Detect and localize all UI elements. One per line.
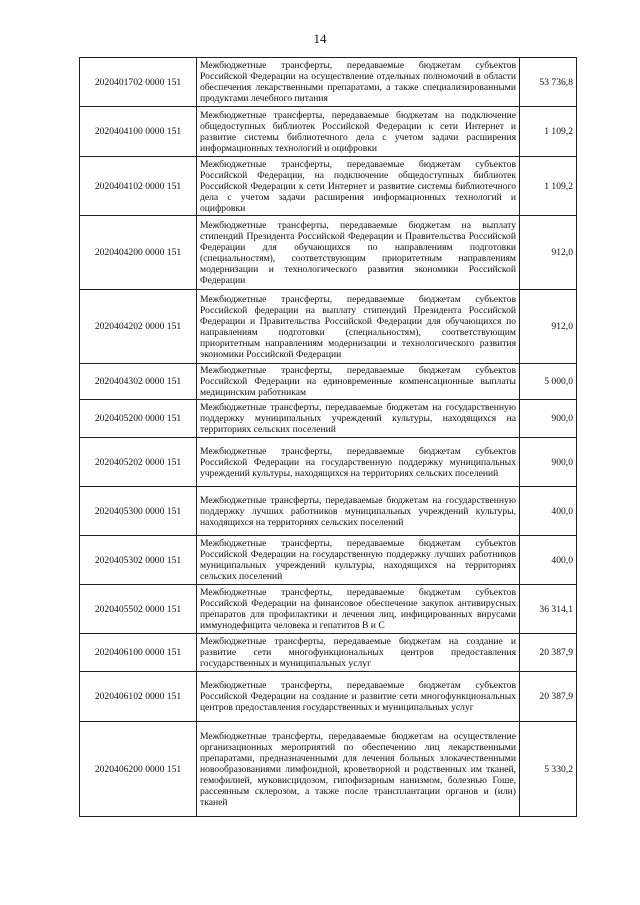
description-cell: Межбюджетные трансферты, передаваемые бюджетам субъектов Российской Федерации на государственную поддержку муниципальных учреждений культуры, находящихся на территориях сельских поселений [197, 438, 520, 487]
budget-code-cell: 2020404100 0000 151 [80, 107, 197, 157]
amount-cell: 400,0 [520, 487, 577, 536]
description-cell: Межбюджетные трансферты, передаваемые бюджетам на государственную поддержку муниципальных учреждений культуры, находящихся на территориях сельских поселений [197, 400, 520, 438]
amount-cell: 900,0 [520, 438, 577, 487]
description-cell: Межбюджетные трансферты, передаваемые бюджетам субъектов Российской Федерации на финансовое обеспечение закупок антивирусных препаратов для профилактики и лечения лиц, инфицированных вирусами иммунодефицита человека и гепатитов В и С [197, 585, 520, 634]
budget-table [79, 57, 577, 817]
amount-cell: 912,0 [520, 216, 577, 290]
budget-code-cell: 2020406102 0000 151 [80, 672, 197, 722]
page-number: 14 [313, 31, 327, 46]
budget-code-cell: 2020406200 0000 151 [80, 722, 197, 817]
table-row [80, 107, 577, 157]
description-cell: Межбюджетные трансферты, передаваемые бюджетам субъектов Российской федерации на выплату стипендий Президента Российской Федерации и Правительства Российской Федерации для обучающихся по направлениям подготовки (специальностям), соответствующим приоритетным направлениям модернизации и технологического развития экономики Российской Федерации [197, 290, 520, 364]
budget-code-cell: 2020404200 0000 151 [80, 216, 197, 290]
amount-cell: 5 330,2 [520, 722, 577, 817]
budget-code-cell: 2020406100 0000 151 [80, 634, 197, 672]
description-cell: Межбюджетные трансферты, передаваемые бюджетам на создание и развитие сети многофункциональных центров предоставления государственных и муниципальных услуг [197, 634, 520, 672]
table-row [80, 585, 577, 634]
table-row [80, 58, 577, 107]
description-cell: Межбюджетные трансферты, передаваемые бюджетам на осуществление организационных мероприятий по обеспечению лиц лекарственными препаратами, предназначенными для лечения больных злокачественными новообразованиями лимфоидной, кроветворной и родственных им тканей, гемофилией, муковисцидозом, гипофизарным нанизмом, болезнью Гоше, рассеянным склерозом, а также после трансплантации органов и (или) тканей [197, 722, 520, 817]
description-cell: Межбюджетные трансферты, передаваемые бюджетам субъектов Российской Федерации на единовременные компенсационные выплаты медицинским работникам [197, 364, 520, 400]
budget-code-cell: 2020405502 0000 151 [80, 585, 197, 634]
description-cell: Межбюджетные трансферты, передаваемые бюджетам субъектов Российской Федерации на создание и развитие сети многофункциональных центров предоставления государственных и муниципальных услуг [197, 672, 520, 722]
table-body [80, 58, 577, 817]
amount-cell: 5 000,0 [520, 364, 577, 400]
table-row [80, 672, 577, 722]
amount-cell: 912,0 [520, 290, 577, 364]
description-cell: Межбюджетные трансферты, передаваемые бюджетам на выплату стипендий Президента Российской Федерации и Правительства Российской Федерации для обучающихся по направлениям подготовки (специальностям), соответствующим приоритетным направлениям модернизации и технологического развития экономики Российской Федерации [197, 216, 520, 290]
table-row [80, 438, 577, 487]
table-row [80, 487, 577, 536]
amount-cell: 1 109,2 [520, 157, 577, 216]
table-row [80, 722, 577, 817]
description-cell: Межбюджетные трансферты, передаваемые бюджетам субъектов Российской Федерации на осуществление отдельных полномочий в области обеспечения лекарственными препаратами, а также специализированными продуктами лечебного питания [197, 58, 520, 107]
amount-cell: 36 314,1 [520, 585, 577, 634]
description-cell: Межбюджетные трансферты, передаваемые бюджетам на подключение общедоступных библиотек Российской Федерации к сети Интернет и развитие системы библиотечного дела с учетом задачи расширения информационных технологий и оцифровки [197, 107, 520, 157]
table-row [80, 400, 577, 438]
amount-cell: 20 387,9 [520, 672, 577, 722]
description-cell: Межбюджетные трансферты, передаваемые бюджетам субъектов Российской Федерации, на подключение общедоступных библиотек Российской Федерации к сети Интернет и развитие системы библиотечного дела с учетом задачи расширения информационных технологий и оцифровки [197, 157, 520, 216]
amount-cell: 900,0 [520, 400, 577, 438]
budget-code-cell: 2020401702 0000 151 [80, 58, 197, 107]
table-row [80, 634, 577, 672]
amount-cell: 1 109,2 [520, 107, 577, 157]
amount-cell: 400,0 [520, 536, 577, 585]
amount-cell: 20 387,9 [520, 634, 577, 672]
budget-code-cell: 2020405302 0000 151 [80, 536, 197, 585]
budget-code-cell: 2020405200 0000 151 [80, 400, 197, 438]
budget-code-cell: 2020404302 0000 151 [80, 364, 197, 400]
budget-code-cell: 2020405202 0000 151 [80, 438, 197, 487]
table-row [80, 290, 577, 364]
description-cell: Межбюджетные трансферты, передаваемые бюджетам субъектов Российской Федерации на государственную поддержку лучших работников муниципальных учреждений культуры, находящихся на территориях сельских поселений [197, 536, 520, 585]
budget-code-cell: 2020404202 0000 151 [80, 290, 197, 364]
description-cell: Межбюджетные трансферты, передаваемые бюджетам на государственную поддержку лучших работников муниципальных учреждений культуры, находящихся на территориях сельских поселений [197, 487, 520, 536]
budget-code-cell: 2020405300 0000 151 [80, 487, 197, 536]
table-row [80, 364, 577, 400]
table-row [80, 157, 577, 216]
table-row [80, 536, 577, 585]
table-row [80, 216, 577, 290]
budget-code-cell: 2020404102 0000 151 [80, 157, 197, 216]
amount-cell: 53 736,8 [520, 58, 577, 107]
